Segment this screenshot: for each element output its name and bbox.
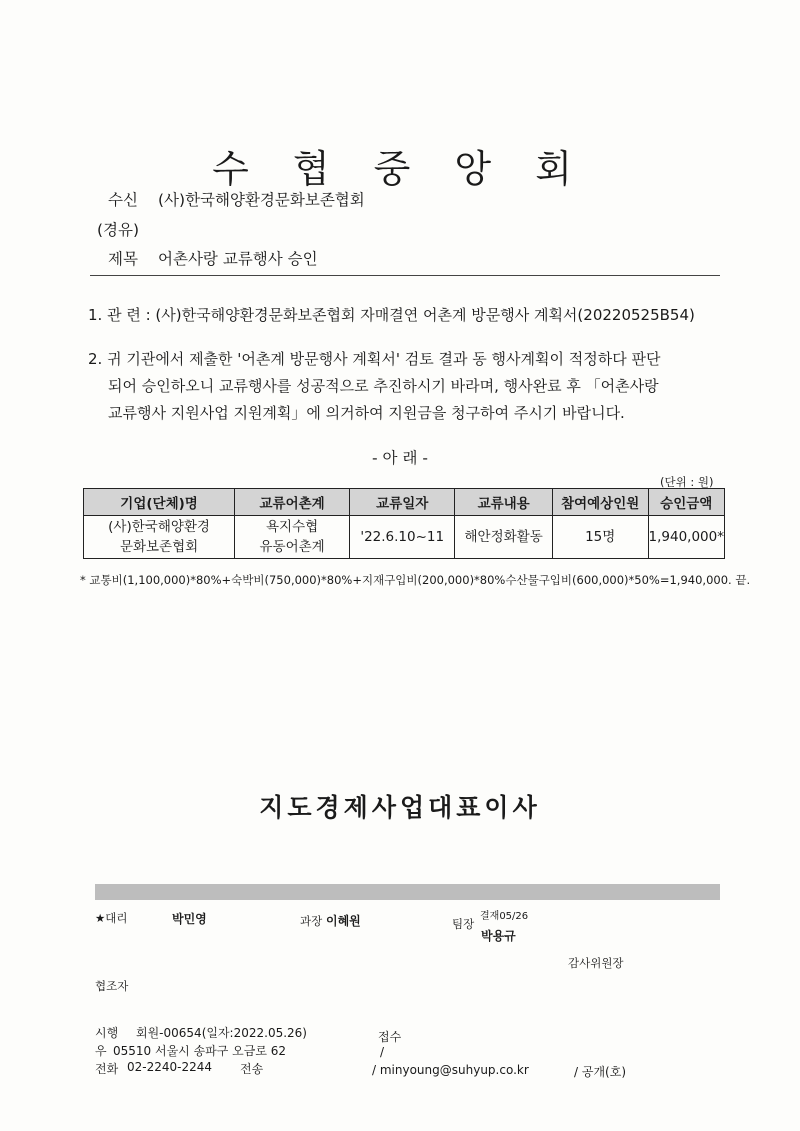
body-item-2-line-1: 2. 귀 기관에서 제출한 '어촌계 방문행사 계획서' 검토 결과 동 행사계획이 적정하다 판단 [88,350,661,368]
cell-village-line-1: 욕지수협 [266,519,319,535]
cell-village [235,516,350,559]
email: / minyoung@suhyup.co.kr [372,1063,529,1077]
exec-value: 회원-00654(일자:2022.05.26) [136,1026,307,1040]
header-participants: 참여예상인원 [552,489,648,516]
unit-note: (단위 : 원) [660,475,714,489]
cell-village-line-2: 유동어촌계 [259,539,325,555]
cell-org-line-2: 문화보존협회 [119,539,199,555]
cell-date: '22.6.10~11 [350,516,455,559]
header-divider [90,275,720,276]
receipt-label: 접수 [378,1030,402,1044]
sender-title: 지도경제사업대표이사 [259,793,541,822]
cell-participants: 15명 [552,516,648,559]
receipt-slash: / [380,1045,385,1059]
footnote: * 교통비(1,100,000)*80%+숙박비(750,000)*80%+지재구입비(200,000)*80%수산물구입비(600,000)*50%=1,940,000. 끝. [80,573,751,587]
fax-label: 전송 [240,1062,264,1076]
header-date: 교류일자 [350,489,455,516]
postal-label: 우 [95,1044,107,1058]
table-header-row [84,489,725,516]
disclosure: / 공개(호) [574,1065,626,1079]
body-item-2-line-2: 되어 승인하오니 교류행사를 성공적으로 추진하시기 바라며, 행사완료 후 「어촌사랑 [108,377,659,395]
body-item-1: 1. 관 련 : (사)한국해양환경문화보존협회 자매결연 어촌계 방문행사 계획서(20220525B54) [88,306,695,324]
header-org: 기업(단체)명 [84,489,235,516]
postal-value: 05510 서울시 송파구 오금로 62 [113,1044,287,1058]
auditor-label: 감사위원장 [568,956,624,970]
header-amount: 승인금액 [648,489,725,516]
subject-label: 제목 [108,250,138,268]
via-label: (경유) [97,221,140,239]
team-name: 박용규 [481,929,516,943]
cell-org [84,516,235,559]
team-note: 결재05/26 [480,911,529,922]
approval-band [95,884,720,900]
cell-amount: 1,940,000* [648,516,725,559]
deputy-label: ★대리 [95,911,128,925]
deputy-name: 박민영 [172,912,207,926]
subject-value: 어촌사랑 교류행사 승인 [158,250,318,268]
table-row [84,516,725,559]
team-label: 팀장 [452,917,475,931]
cell-content: 해안정화활동 [455,516,552,559]
header-content: 교류내용 [455,489,552,516]
recipient-value: (사)한국해양환경문화보존협회 [158,191,365,209]
recipient-label: 수신 [108,191,138,209]
manager-label: 과장 [300,914,323,928]
cell-org-line-1: (사)한국해양환경 [108,519,210,535]
header-village: 교류어촌계 [235,489,350,516]
exec-label: 시행 [95,1026,119,1040]
section-title: - 아 래 - [372,449,428,467]
organization-title: 수 협 중 앙 회 [212,147,588,191]
phone-value: 02-2240-2244 [127,1060,213,1074]
manager-name: 이혜원 [326,914,361,928]
phone-label: 전화 [95,1062,119,1076]
body-item-2-line-3: 교류행사 지원사업 지원계획」에 의거하여 지원금을 청구하여 주시기 바랍니다. [108,404,625,422]
approval-table [83,488,725,559]
cooperator-label: 협조자 [95,979,129,993]
